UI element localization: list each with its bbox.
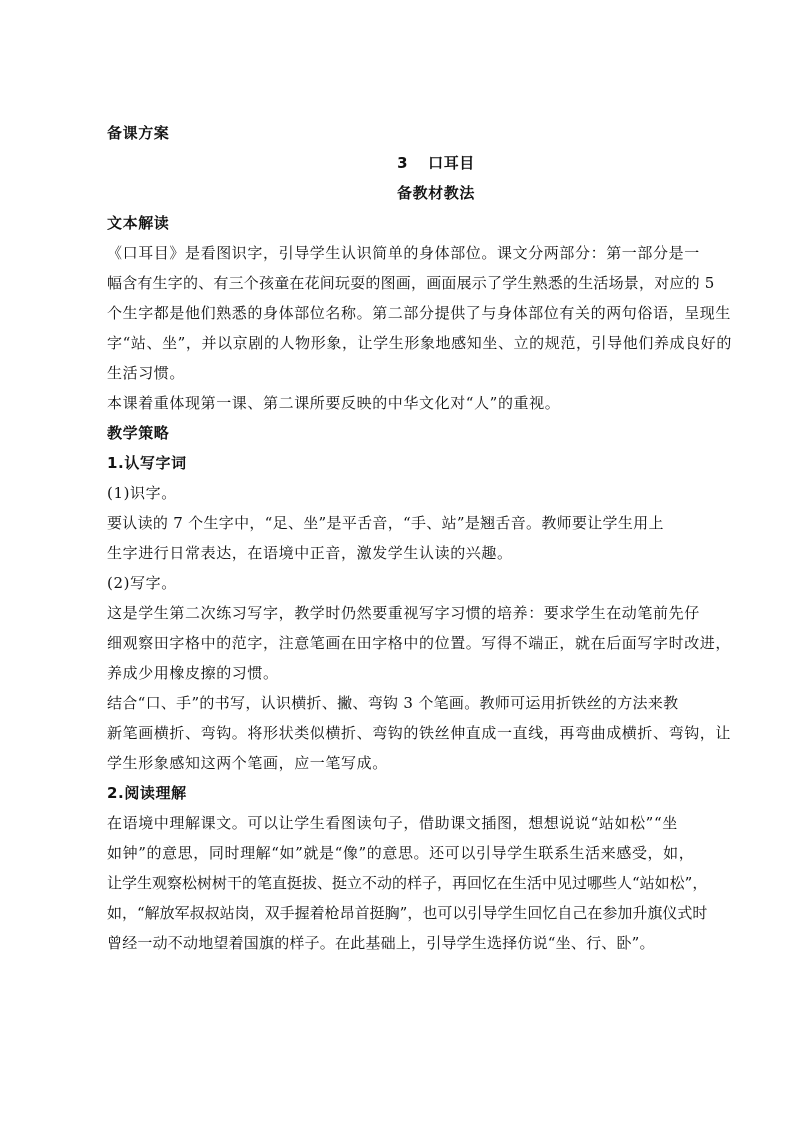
paragraph-line: 曾经一动不动地望着国旗的样子。在此基础上，引导学生选择仿说“坐、行、卧”。 <box>107 934 655 952</box>
paragraph-line: 要认读的 7 个生字中，“足、坐”是平舌音，“手、站”是翘舌音。教师要让学生用上 <box>107 514 664 532</box>
paragraph-line: 如，“解放军叔叔站岗，双手握着枪昂首挺胸”，也可以引导学生回忆自己在参加升旗仪式时 <box>107 904 708 922</box>
strategy-1b-paragraph <box>107 598 732 688</box>
paragraph-line: 细观察田字格中的范字，注意笔画在田字格中的位置。写得不端正，就在后面写字时改进， <box>107 634 732 652</box>
paragraph-line: 幅含有生字的、有三个孩童在花间玩耍的图画，画面展示了学生熟悉的生活场景，对应的 5 <box>107 274 715 292</box>
paragraph-line: 学生形象感知这两个笔画，应一笔写成。 <box>107 754 388 772</box>
lesson-title-line <box>107 148 717 178</box>
lesson-number: 3 <box>397 154 409 172</box>
paragraph-line: 个生字都是他们熟悉的身体部位名称。第二部分提供了与身体部位有关的两句俗语，呈现生 <box>107 304 732 322</box>
section-title: 备教材教法 <box>396 184 475 202</box>
paragraph-line: 《口耳目》是看图识字，引导学生认识简单的身体部位。课文分两部分：第一部分是一 <box>107 244 700 262</box>
paragraph-line: 新笔画横折、弯钩。将形状类似横折、弯钩的铁丝伸直成一直线，再弯曲成横折、弯钩，让 <box>107 724 732 742</box>
strategy-2-title: 2.阅读理解 <box>107 784 187 802</box>
document-content <box>107 118 732 958</box>
strategy-1a-title: (1)识字。 <box>107 484 177 502</box>
paragraph-line: 结合“口、手”的书写，认识横折、撇、弯钩 3 个笔画。教师可运用折铁丝的方法来教 <box>107 694 679 712</box>
text-analysis-paragraph-2: 本课着重体现第一课、第二课所要反映的中华文化对“人”的重视。 <box>107 394 561 412</box>
strategy-1c-paragraph <box>107 688 732 778</box>
paragraph-line: 这是学生第二次练习写字，教学时仍然要重视写字习惯的培养：要求学生在动笔前先仔 <box>107 604 700 622</box>
paragraph-line: 如钟”的意思，同时理解“如”就是“像”的意思。还可以引导学生联系生活来感受，如， <box>107 844 695 862</box>
paragraph-line: 在语境中理解课文。可以让学生看图读句子，借助课文插图，想想说说“站如松”“坐 <box>107 814 678 832</box>
header-label: 备课方案 <box>107 124 170 142</box>
text-analysis-heading: 文本解读 <box>107 214 170 232</box>
strategy-1b-title: (2)写字。 <box>107 574 177 592</box>
strategy-1a-paragraph <box>107 508 717 568</box>
strategy-2-paragraph <box>107 808 717 958</box>
lesson-title: 口耳目 <box>428 154 475 172</box>
paragraph-line: 养成少用橡皮擦的习惯。 <box>107 664 279 682</box>
paragraph-line: 让学生观察松树树干的笔直挺拔、挺立不动的样子，再回忆在生活中见过哪些人“站如松”， <box>107 874 708 892</box>
strategy-heading: 教学策略 <box>107 424 170 442</box>
paragraph-line: 生字进行日常表达，在语境中正音，激发学生认读的兴趣。 <box>107 544 513 562</box>
strategy-1-title: 1.认写字词 <box>107 454 187 472</box>
paragraph-line: 生活习惯。 <box>107 364 186 382</box>
text-analysis-paragraph-1 <box>107 238 732 388</box>
paragraph-line: 字“站、坐”，并以京剧的人物形象，让学生形象地感知坐、立的规范，引导他们养成良好的 <box>107 334 732 352</box>
